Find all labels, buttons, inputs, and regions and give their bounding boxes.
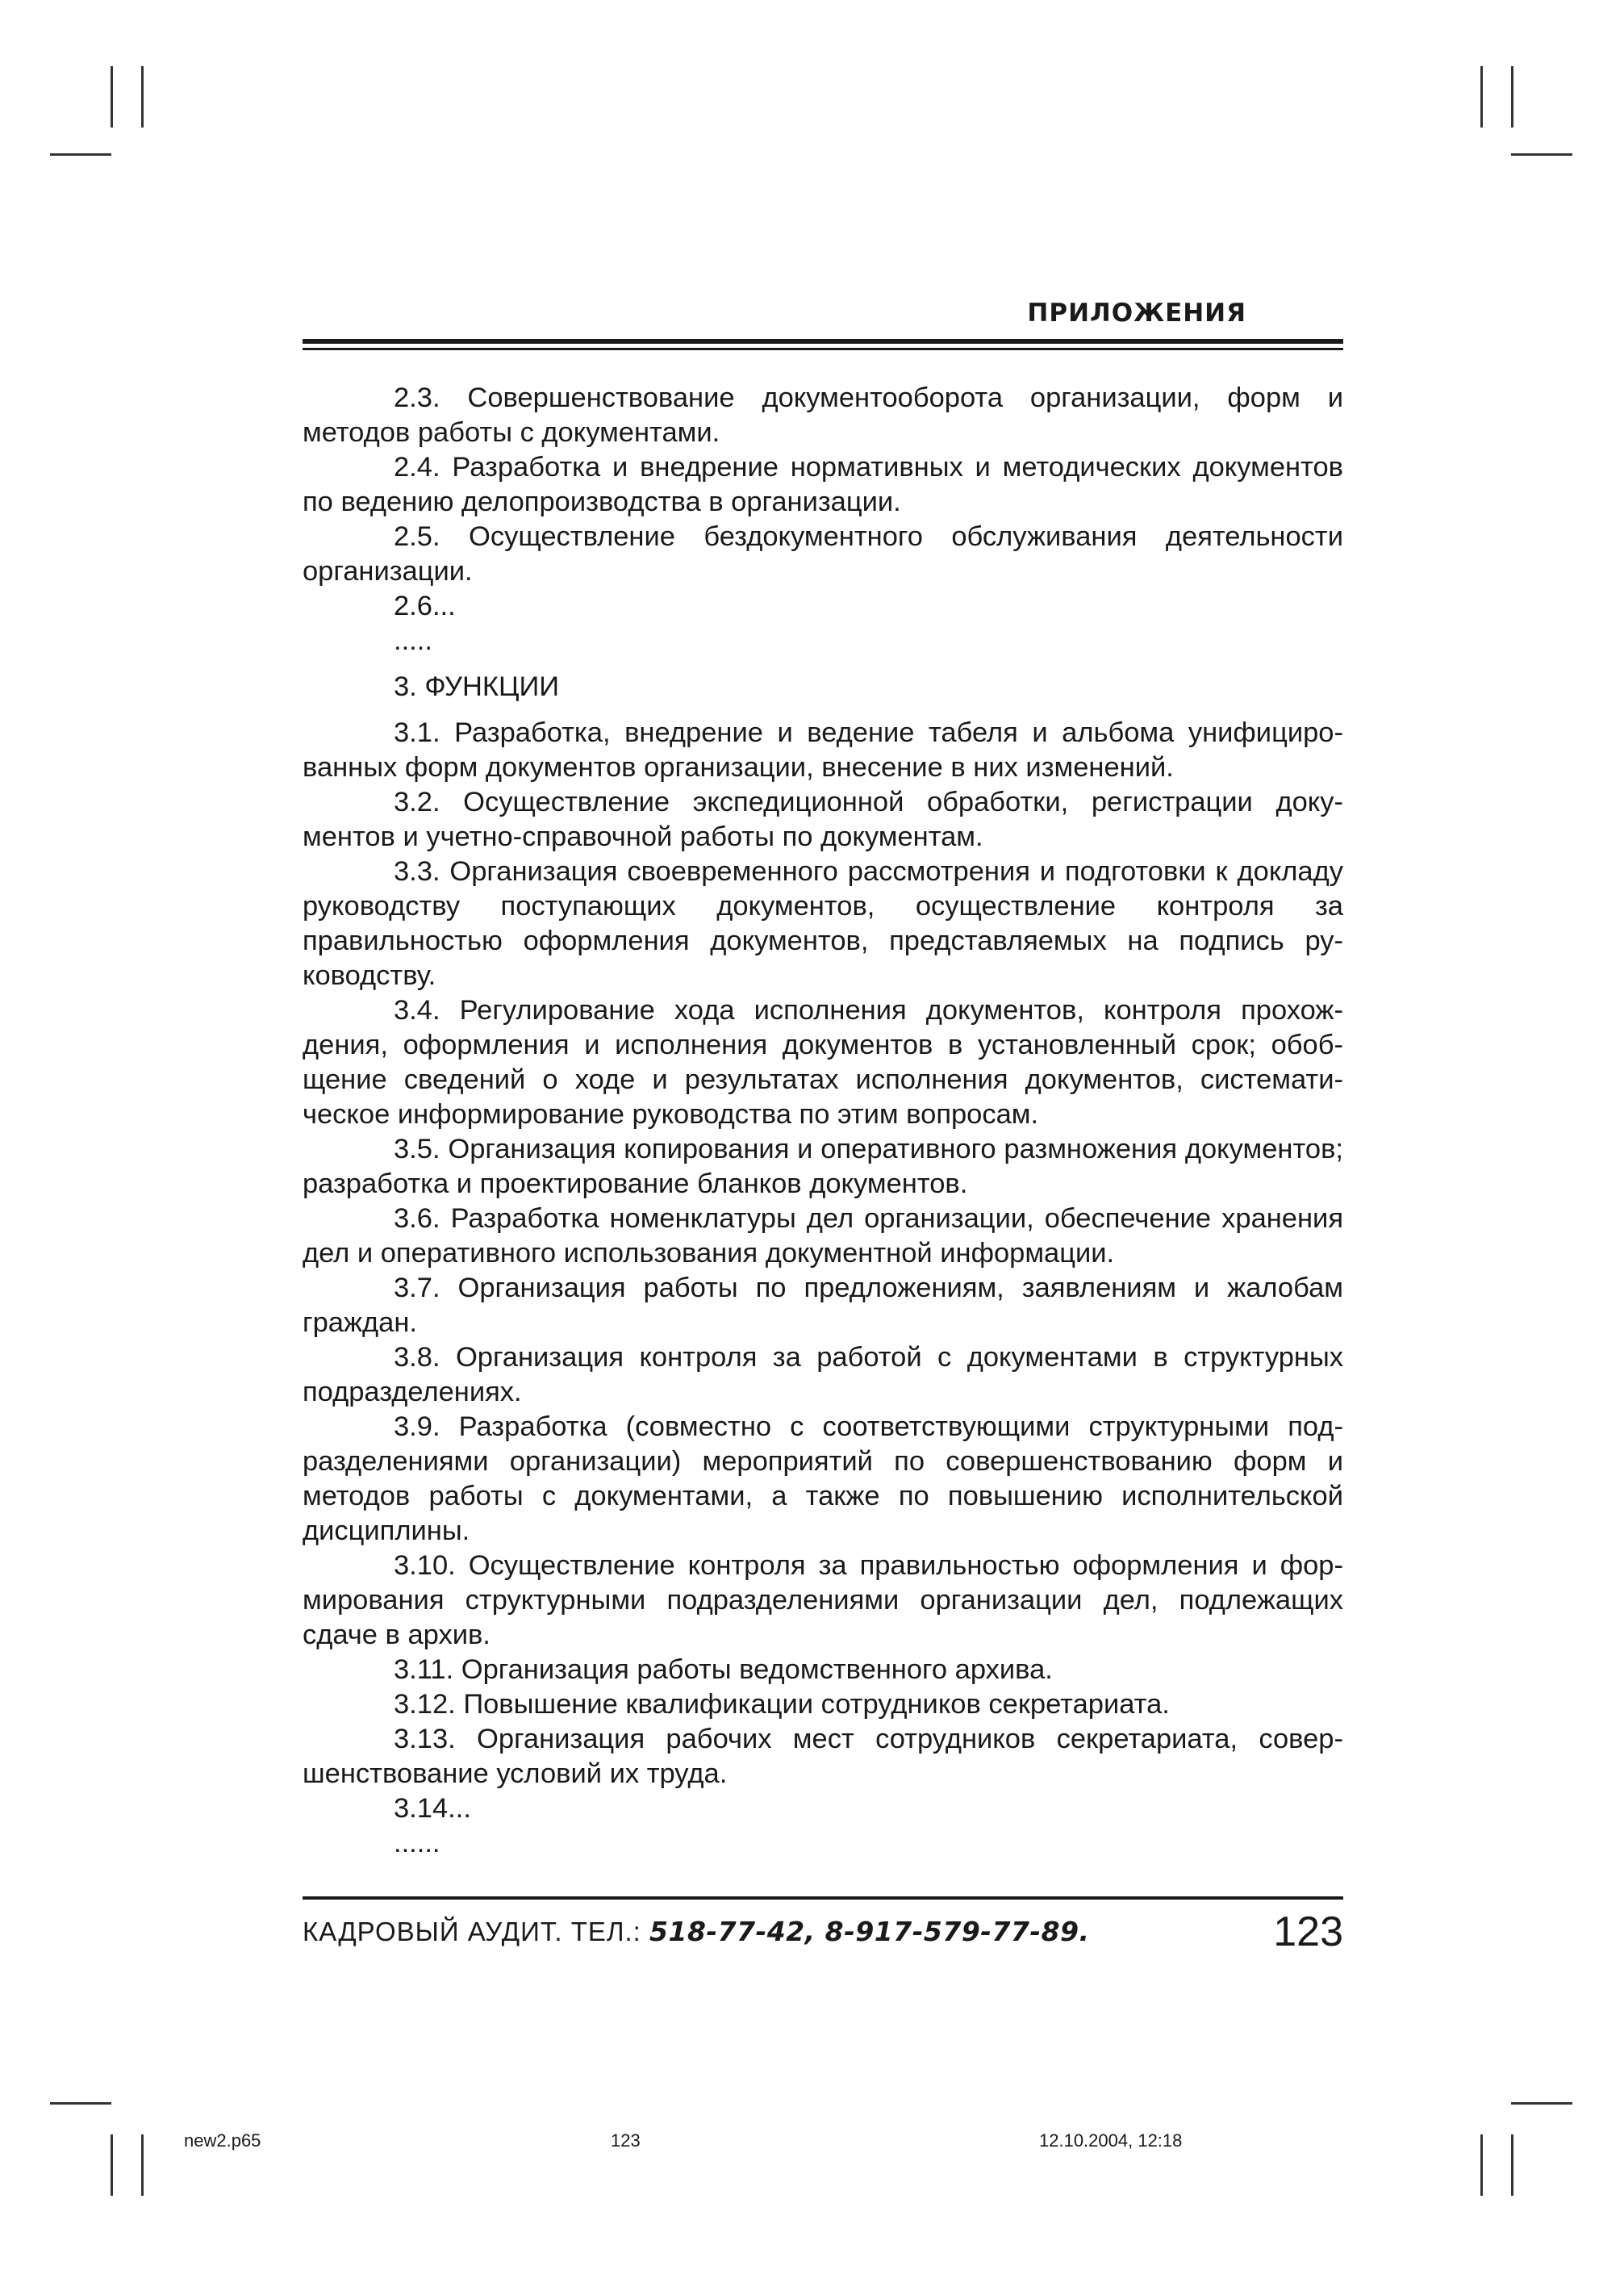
slug-datetime: 12.10.2004, 12:18 <box>1039 2130 1183 2151</box>
paragraph: ...... <box>394 1828 440 1858</box>
paragraph: 3.11. Организация работы ведомственного архива. <box>394 1654 1053 1685</box>
crop-mark <box>50 2102 111 2105</box>
footer-label <box>303 1916 1090 1947</box>
crop-mark <box>1480 66 1483 128</box>
header-title: ПРИЛОЖЕНИЯ <box>1027 299 1246 328</box>
crop-mark <box>141 66 144 128</box>
slug-page: 123 <box>611 2130 641 2151</box>
paragraph: 3.4. Регулирование хода исполнения документов, контроля прохождения, оформления и исполнения документов в установленный срок; обобщение сведений о ходе и результатах исполнения документов, систематическое информирование руководства по этим вопросам. <box>303 995 1343 1130</box>
crop-mark <box>111 2134 113 2196</box>
paragraph: 3.5. Организация копирования и оперативного размножения документов; разработка и проектирование бланков документов. <box>303 1134 1343 1199</box>
crop-mark <box>50 153 111 156</box>
crop-mark <box>1511 153 1572 156</box>
page-body <box>303 381 1343 1861</box>
header-rule <box>303 348 1343 350</box>
footer-phones: 518-77-42, 8-917-579-77-89. <box>649 1916 1090 1947</box>
footer-company: КАДРОВЫЙ АУДИТ. ТЕЛ.: <box>303 1917 650 1946</box>
running-header <box>303 299 1343 350</box>
paragraph: 3.7. Организация работы по предложениям, заявлениям и жалобам граждан. <box>303 1273 1343 1338</box>
paragraph: 3.10. Осуществление контроля за правильностью оформления и формирования структурными подразделениями организации дел, подлежащих сдаче в архив. <box>303 1550 1343 1650</box>
paragraph: 3.13. Организация рабочих мест сотрудников секретариата, совершенствование условий их труда. <box>303 1724 1343 1789</box>
paragraph: 3.14... <box>394 1793 471 1824</box>
paragraph: 2.6... <box>394 591 456 621</box>
paragraph: 3.9. Разработка (совместно с соответствующими структурными подразделениями организации) мероприятий по совершенствованию форм и методов работы с документами, а также по повышению исполнительской дисциплины. <box>303 1411 1343 1546</box>
crop-mark <box>1511 66 1513 128</box>
paragraph: 3.12. Повышение квалификации сотрудников секретариата. <box>394 1689 1170 1720</box>
section-heading: 3. ФУНКЦИИ <box>394 671 560 702</box>
paragraph: 2.4. Разработка и внедрение нормативных и методических документов по ведению делопроизводства в организации. <box>303 452 1343 517</box>
page-number: 123 <box>1273 1908 1343 1955</box>
paragraph: 2.5. Осуществление бездокументного обслуживания деятельности организации. <box>303 521 1343 587</box>
paragraph: 3.1. Разработка, внедрение и ведение табеля и альбома унифицированных форм документов организации, внесение в них изменений. <box>303 717 1343 783</box>
paragraph: 3.6. Разработка номенклатуры дел организации, обеспечение хранения дел и оперативного использования документной информации. <box>303 1203 1343 1269</box>
paragraph: 3.3. Организация своевременного рассмотрения и подготовки к докладу руководству поступающих документов, осуществление контроля за правильностью оформления документов, представляемых на подпись руководству. <box>303 856 1343 991</box>
paragraph: 3.2. Осуществление экспедиционной обработки, регистрации документов и учетно-справочной работы по документам. <box>303 787 1343 852</box>
crop-mark <box>111 66 113 128</box>
paragraph: 2.3. Совершенствование документооборота организации, форм и методов работы с документами. <box>303 383 1343 448</box>
crop-mark <box>141 2134 144 2196</box>
paragraph: ..... <box>394 625 432 656</box>
slug-filename: new2.p65 <box>184 2130 261 2151</box>
crop-mark <box>1511 2102 1572 2105</box>
running-footer <box>303 1896 1343 1956</box>
crop-mark <box>1480 2134 1483 2196</box>
crop-mark <box>1511 2134 1513 2196</box>
paragraph: 3.8. Организация контроля за работой с документами в структурных подразделениях. <box>303 1342 1343 1407</box>
